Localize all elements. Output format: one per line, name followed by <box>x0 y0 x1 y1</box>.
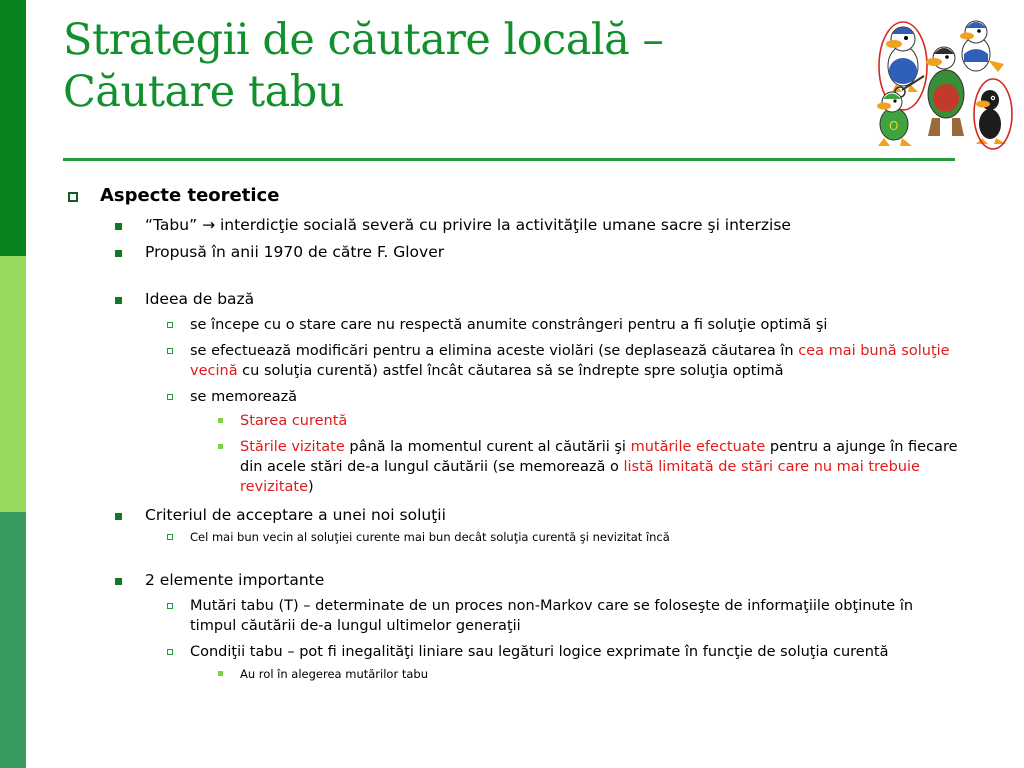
right-arrow-icon: → <box>202 216 216 234</box>
cartoon-ducks-icon <box>872 14 1020 154</box>
hollow-square-bullet-icon <box>167 348 173 354</box>
memorize-item-2-highlight-2: mutările efectuate <box>630 439 766 455</box>
tabu-conditions-text: Condiţii tabu – pot fi inegalităţi liniare sau legături logice exprimate în funcţie de soluţia curentă <box>190 644 889 660</box>
slide-body <box>63 184 963 682</box>
idea-item-2-highlight: cea mai bună soluţie vecină <box>190 343 950 379</box>
two-elements-text: 2 elemente importante <box>145 571 325 589</box>
memorize-text: se memorează <box>190 389 298 405</box>
square-bullet-icon <box>68 192 78 202</box>
criterion-text: Criteriul de acceptare a unei noi soluţii <box>145 506 446 524</box>
list-item <box>63 504 963 527</box>
list-item <box>63 666 963 682</box>
hollow-square-bullet-icon <box>167 603 173 609</box>
sidebar-block-light <box>0 256 26 512</box>
list-item <box>63 529 963 545</box>
tabu-moves-text: Mutări tabu (T) – determinate de un proces non-Markov care se foloseşte de informaţiile obţinute în timpul căutării de-a lungul ultimelor generaţii <box>190 598 914 634</box>
title-divider <box>63 158 955 161</box>
memorize-item-1: Starea curentă <box>240 413 348 429</box>
memorize-item-2-highlight-3: listă limitată de stări care nu mai trebuie revizitate <box>240 459 920 495</box>
proposed-text: Propusă în anii 1970 de către F. Glover <box>145 243 445 261</box>
hollow-square-bullet-icon <box>167 649 173 655</box>
small-square-bullet-icon <box>218 418 223 423</box>
list-item <box>63 437 963 497</box>
idea-item-2a: se efectuează modificări pentru a elimina aceste violări (se deplasează căutarea în <box>190 343 799 359</box>
filled-square-bullet-icon <box>115 578 122 585</box>
section-heading-text: Aspecte teoretice <box>100 185 280 206</box>
section-heading <box>63 184 963 208</box>
slide-title <box>63 14 843 118</box>
list-item <box>63 387 963 407</box>
small-square-bullet-icon <box>218 444 223 449</box>
idea-item-1: se începe cu o stare care nu respectă anumite constrângeri pentru a fi soluţie optimă şi <box>190 317 828 333</box>
filled-square-bullet-icon <box>115 513 122 520</box>
list-item <box>63 315 963 335</box>
filled-square-bullet-icon <box>115 250 122 257</box>
list-item <box>63 642 963 662</box>
sidebar-block-dark <box>0 0 26 256</box>
hollow-square-bullet-icon <box>167 322 173 328</box>
svg-text:O: O <box>889 119 899 133</box>
memorize-item-2f: ) <box>308 479 314 495</box>
list-item <box>63 569 963 592</box>
list-item <box>63 288 963 311</box>
small-square-bullet-icon <box>218 671 223 676</box>
hollow-square-bullet-icon <box>167 394 173 400</box>
filled-square-bullet-icon <box>115 223 122 230</box>
list-item <box>63 214 963 237</box>
tabu-definition: interdicţie socială severă cu privire la activităţile umane sacre şi interzise <box>215 216 791 234</box>
hollow-square-bullet-icon <box>167 534 173 540</box>
list-item <box>63 596 963 636</box>
slide-title-line-1: Strategii de căutare locală – <box>63 15 664 65</box>
idea-title: Ideea de bază <box>145 290 255 308</box>
criterion-item-1: Cel mai bun vecin al soluţiei curente mai bun decât soluţia curentă şi nevizitat încă <box>190 530 670 544</box>
memorize-item-2d: pentru a ajunge în fiecare din acele stări de-a lungul căutării (se memorează o <box>240 439 958 475</box>
list-item <box>63 411 963 431</box>
list-item <box>63 241 963 264</box>
tabu-quote: “Tabu” <box>145 216 198 234</box>
idea-item-2c: cu soluţia curentă) astfel încât căutarea să se îndrepte spre soluţia optimă <box>237 363 784 379</box>
list-item <box>63 341 963 381</box>
sidebar-accent <box>0 0 26 768</box>
filled-square-bullet-icon <box>115 297 122 304</box>
sidebar-block-medium <box>0 512 26 768</box>
memorize-item-2b: până la momentul curent al căutării şi <box>344 439 631 455</box>
slide-title-line-2: Căutare tabu <box>63 67 344 117</box>
memorize-item-2-highlight-1: Stările vizitate <box>240 439 345 455</box>
role-text: Au rol în alegerea mutărilor tabu <box>240 667 428 681</box>
